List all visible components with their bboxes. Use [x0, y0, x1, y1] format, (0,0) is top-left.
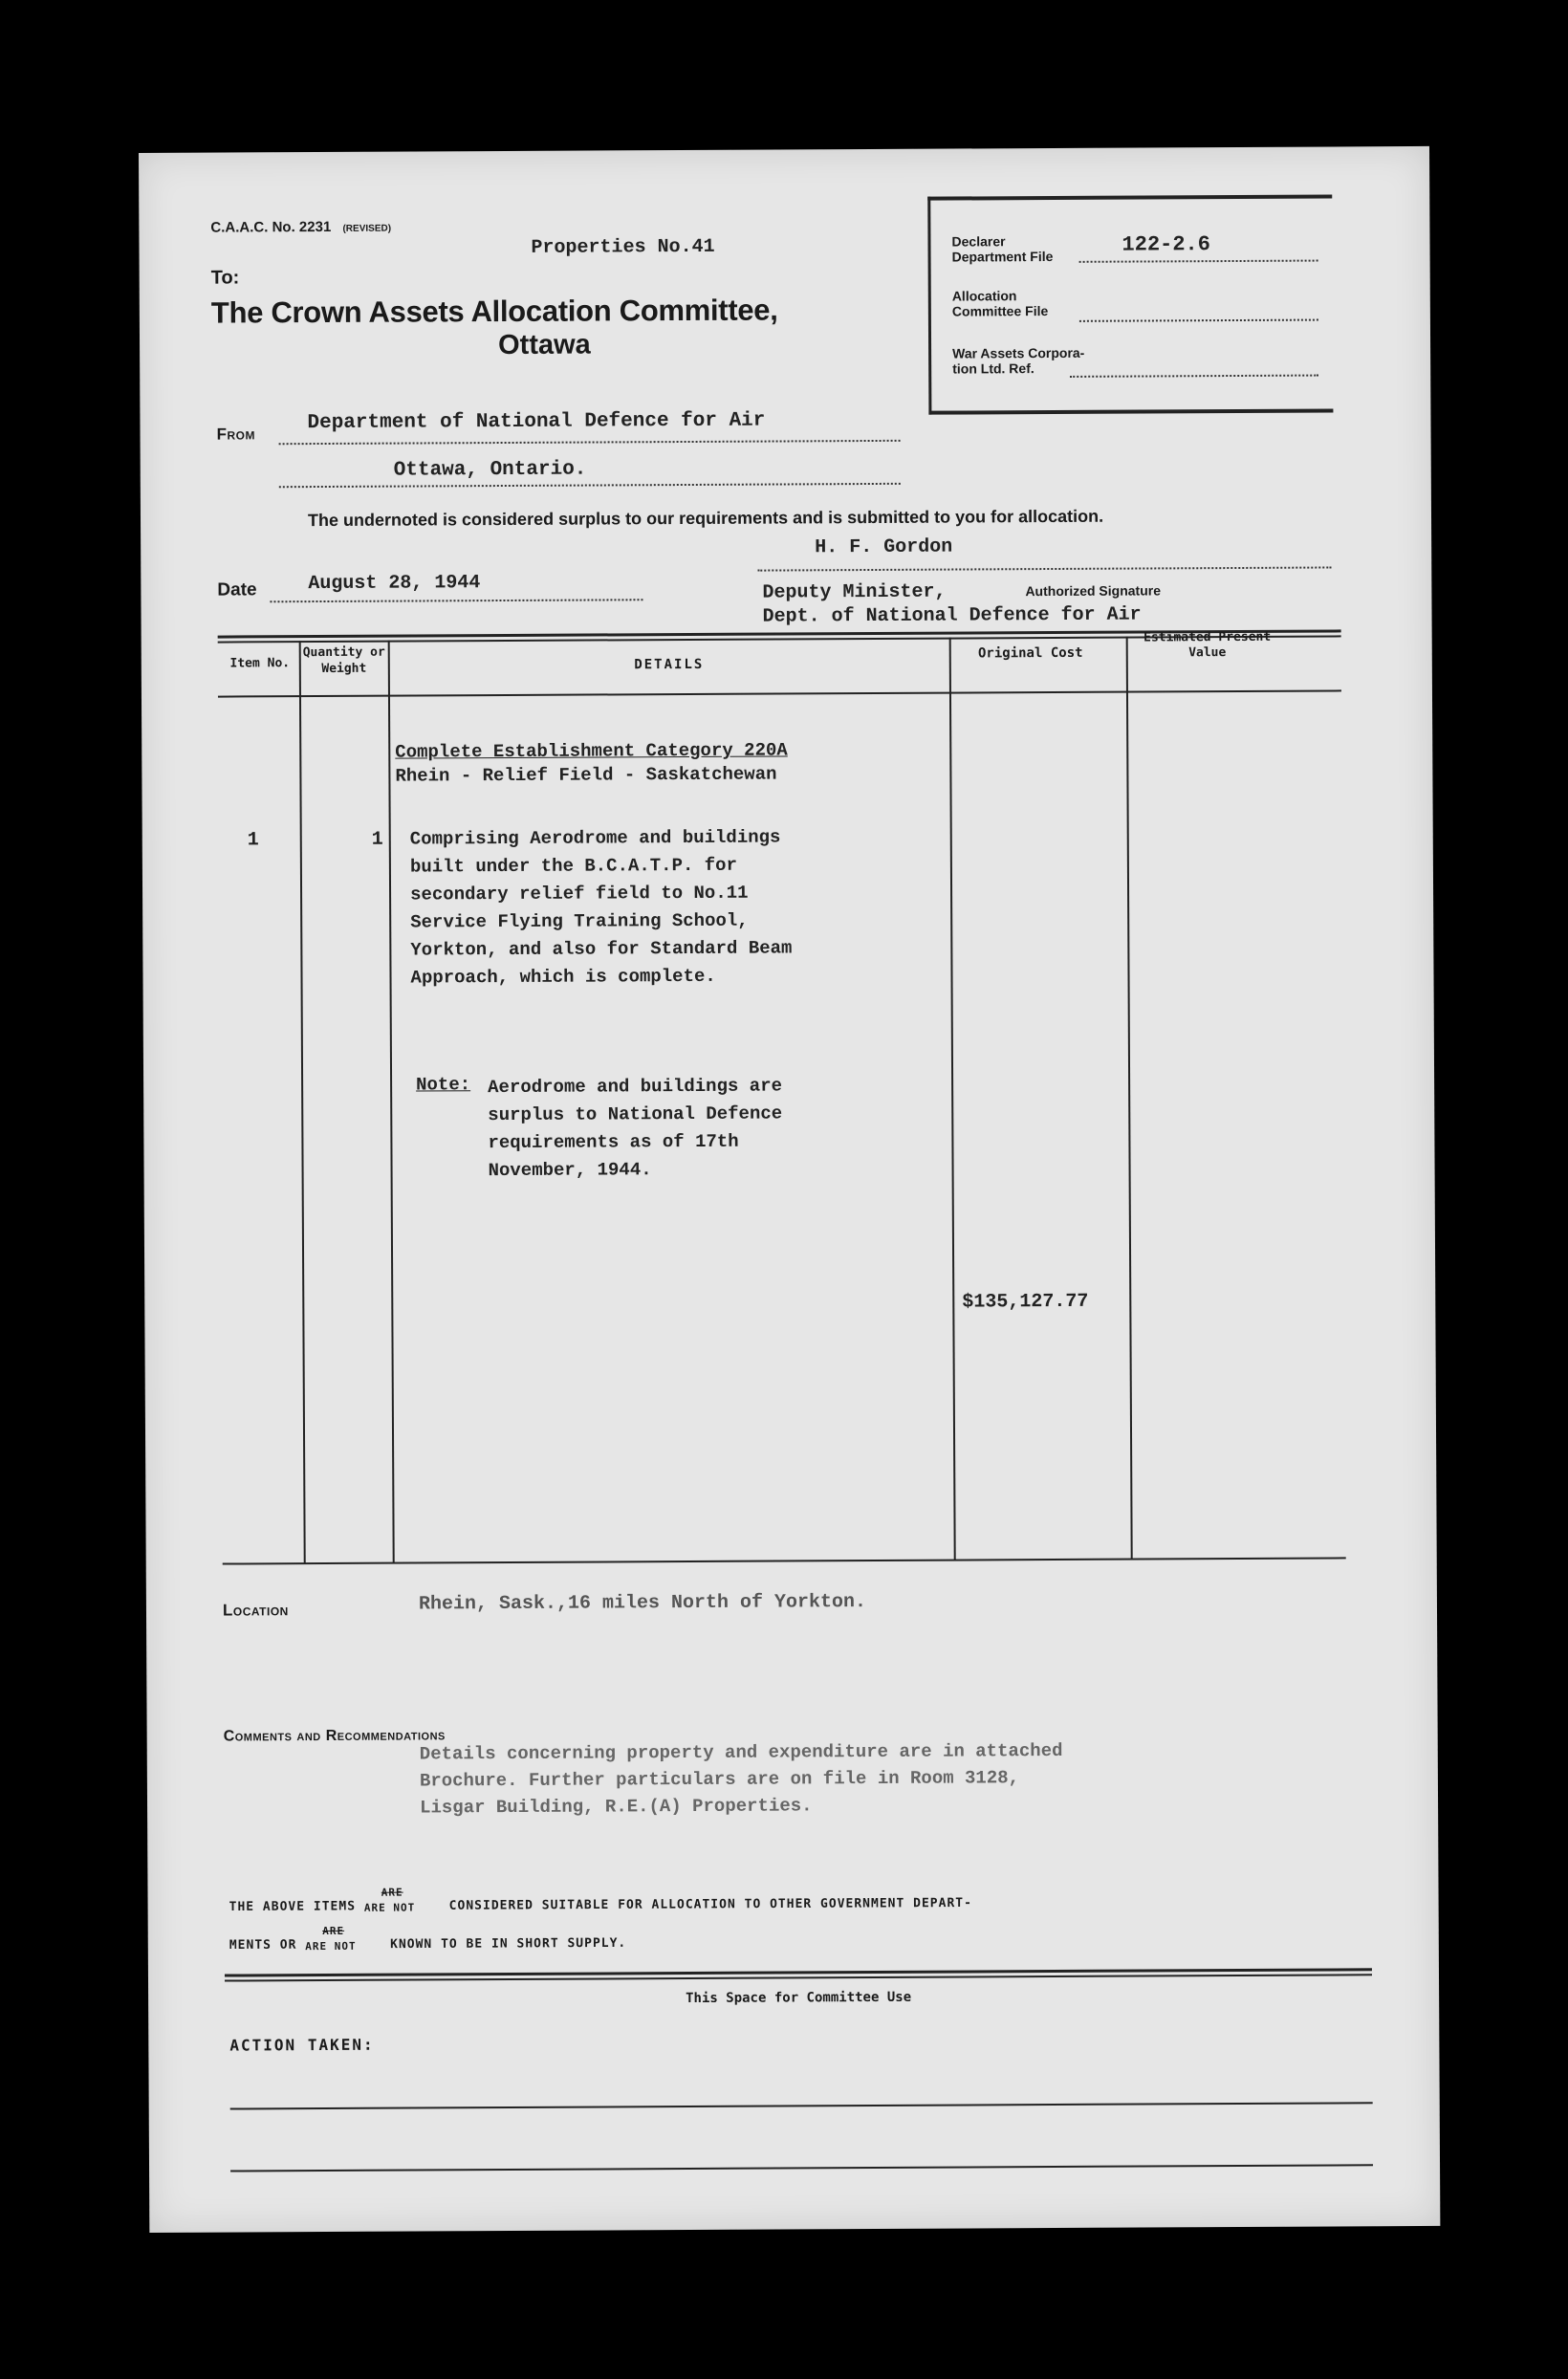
signatory-department: Dept. of National Defence for Air: [762, 603, 1142, 628]
note-label: Note:: [416, 1074, 471, 1096]
signatory-name: H. F. Gordon: [815, 535, 953, 559]
file-reference-box: [927, 194, 1333, 414]
establishment-subheading: Rhein - Relief Field - Saskatchewan: [395, 763, 777, 787]
committee-use-title: This Space for Committee Use: [686, 1989, 912, 2007]
committee-title: The Crown Assets Allocation Committee,: [210, 293, 778, 330]
from-department: Department of National Defence for Air: [307, 409, 766, 435]
item-number: 1: [247, 829, 259, 852]
header-estimated-value: Estimated Present Value: [1143, 629, 1272, 661]
from-label: From: [216, 425, 255, 444]
location-label: Location: [222, 1601, 289, 1620]
form-number: C.A.A.C. No. 2231 (REVISED): [210, 218, 392, 236]
properties-number: Properties No.41: [531, 235, 715, 259]
header-item-no: Item No.: [229, 656, 291, 671]
item-quantity: 1: [371, 828, 383, 851]
document-page: [139, 146, 1440, 2233]
to-label: To:: [210, 267, 240, 289]
location-value: Rhein, Sask.,16 miles North of Yorkton.: [418, 1591, 867, 1616]
original-cost-value: $135,127.77: [962, 1290, 1089, 1314]
committee-city: Ottawa: [497, 329, 591, 361]
note-text: Aerodrome and buildings are surplus to National Defence requirements as of 17th November, 1944.: [488, 1075, 783, 1182]
allocation-label: Allocation Committee File: [951, 288, 1049, 319]
declarer-label: Declarer Department File: [951, 233, 1054, 265]
action-taken-label: ACTION TAKEN:: [229, 2035, 375, 2055]
war-assets-label: War Assets Corpora- tion Ltd. Ref.: [952, 344, 1085, 377]
surplus-statement: The undernoted is considered surplus to our requirements and is submitted to you for allocation.: [307, 506, 1104, 531]
establishment-heading: Complete Establishment Category 220A: [395, 739, 788, 763]
date-label: Date: [217, 579, 257, 600]
comments-text: Details concerning property and expenditure are in attached Brochure. Further particulars are on file in Room 3128, Lisgar Building, R.E.(A) Properties.: [419, 1739, 1063, 1819]
from-city: Ottawa, Ontario.: [393, 458, 587, 482]
header-details: DETAILS: [634, 656, 705, 673]
suitability-line-1: THE ABOVE ITEMS ARE ARE NOT CONSIDERED SUITABLE FOR ALLOCATION TO OTHER GOVERNMENT DEPART-: [229, 1886, 972, 1915]
authorized-signature-label: Authorized Signature: [1025, 582, 1162, 600]
signatory-title: Deputy Minister,: [762, 580, 947, 604]
header-quantity: Quantity or Weight: [302, 644, 385, 677]
comments-label: Comments and Recommendations: [223, 1727, 446, 1745]
item-description: Comprising Aerodrome and buildings built under the B.C.A.T.P. for secondary relief field to No.11 Service Flying Training School, Yorkton, and also for Standard Beam Approach, which is complete.: [409, 826, 793, 989]
suitability-line-2: MENTS OR ARE ARE NOT KNOWN TO BE IN SHORT SUPPLY.: [229, 1924, 627, 1953]
header-original-cost: Original Cost: [977, 644, 1083, 662]
date-value: August 28, 1944: [308, 572, 481, 596]
declarer-file-value: 122-2.6: [1122, 232, 1211, 257]
